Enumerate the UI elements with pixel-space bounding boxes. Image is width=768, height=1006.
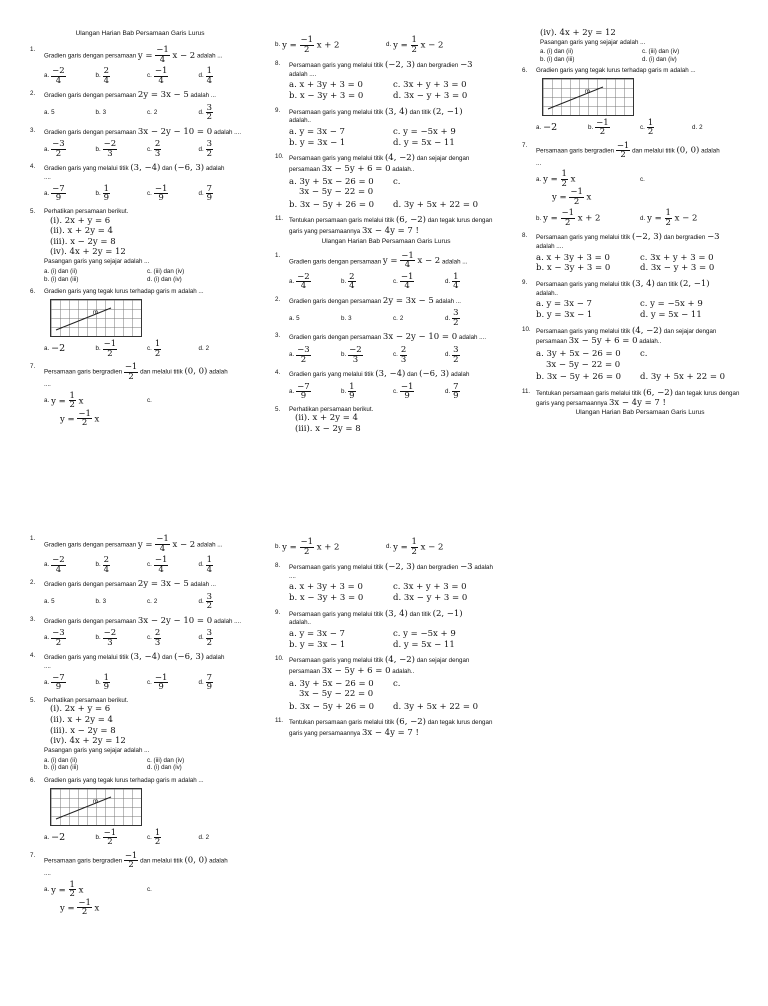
question-11: 11. Tentukan persamaan garis melalui titik (6, −2) dan tegak lurus dengan garis yang persamaannya 3x − 4y = 7 ! — [275, 215, 493, 236]
question-2: 2. Gradien garis dengan persamaan 2y = 3x − 5 adalah ... a. 5 b. 3 c. 2 d. $\frac{3}{2}$ — [30, 90, 216, 123]
question-2-copy: 2. Gradien garis dengan persamaan 2y = 3x − 5 adalah ... a. 5 b. 3 c. 2 d. $\frac{3}{2}$ — [275, 295, 461, 328]
column-bottom-left — [30, 535, 250, 922]
question-5-bottom: 5. Perhatikan persamaan berikut. (i). 2x + y = 6 (ii). x + 2y = 4 (iii). x − 2y = 8 (iv). 4x + 2y = 12 Pasangan garis yang sejajar adalah ... a. (i) dan (ii) c. (iii) dan (iv) b. (i) dan (iii) d. (i) dan (iv) — [30, 696, 185, 772]
question-1-copy: 1. Gradien garis dengan persamaan y = $\frac{-1}{4}$ x − 2 adalah ... a. $\frac{-2}{4}$ b. $\frac{2}{4}$ c. $\frac{-1}{4}$ d. $\frac{1}{4}$ — [275, 250, 468, 292]
question-9-right: 9. Persamaan garis yang melalui titik (3, 4) dan titik (2, −1) adalah.. a. y = 3x − 7 c. y = −5x + 9 b. y = 3x − 1 d. y = 5x − 11 — [522, 279, 710, 320]
question-10: 10. Persamaan garis yang melalui titik (4, −2) dan sejajar dengan persamaan 3x − 5y + 6 = 0 adalah.. a. 3y + 5x − 26 = 0 c. 3x − 5y − 22 = 0 b. 3x − 5y + 26 = 0 d. 3y + 5x + 22 = 0 — [275, 153, 479, 210]
column-top-left — [30, 30, 250, 433]
question-1: 1. Gradien garis dengan persamaan y = $\frac{-1}{4}$ x − 2 adalah ... a. $\frac{-2}{4}$ b. $\frac{2}{4}$ c. $\frac{-1}{4}$ d. $\frac{1}{4}$ — [30, 45, 223, 86]
question-3-bottom: 3. Gradien garis dengan persamaan 3x − 2y − 10 = 0 adalah .... a. $\frac{-3}{2}$ b. $\frac{-2}{3}$ c. $\frac{2}{3}$ d. $\frac{3}{2}$ — [30, 615, 242, 648]
question-8: 8. Persamaan garis yang melalui titik (−2, 3) dan bergradien −3 adalah .... a. x + 3y + 3 = 0 c. 3x + y + 3 = 0 b. x − 3y + 3 = 0 d. 3x − y + 3 = 0 — [275, 60, 473, 101]
question-11-bottom: 11. Tentukan persamaan garis melalui titik (6, −2) dan tegak lurus dengan garis yang persamaannya 3x − 4y = 7 ! — [275, 717, 493, 738]
question-3-copy: 3. Gradien garis dengan persamaan 3x − 2y − 10 = 0 adalah .... a. $\frac{-3}{2}$ b. $\frac{-2}{3}$ c. $\frac{2}{3}$ d. $\frac{3}{2}$ — [275, 332, 487, 365]
question-7-right: 7. Persamaan garis bergradien $\frac{-1}{2}$ dan melalui titik (0, 0) adalah ... a. y = $\frac{1}{2}$ x c. y = $\frac{-1}{2}$ x b. y = $\frac{-1}{2}$ x + 2 d. y = $\frac{1}{2}$ x − 2 — [522, 140, 720, 228]
question-1-bottom: 1. Gradien garis dengan persamaan y = $\frac{-1}{4}$ x − 2 adalah ... a. $\frac{-2}{4}$ b. $\frac{2}{4}$ c. $\frac{-1}{4}$ d. $\frac{1}{4}$ — [30, 534, 223, 575]
line-grid-figure: m — [50, 299, 142, 337]
question-9: 9. Persamaan garis yang melalui titik (3, 4) dan titik (2, −1) adalah.. a. y = 3x − 7 c. y = −5x + 9 b. y = 3x − 1 d. y = 5x − 11 — [275, 106, 463, 148]
question-10-bottom: 10. Persamaan garis yang melalui titik (4, −2) dan sejajar dengan persamaan 3x − 5y + 6 = 0 adalah.. a. 3y + 5x − 26 = 0 c. 3x − 5y − 22 = 0 b. 3x − 5y + 26 = 0 d. 3y + 5x + 22 = 0 — [275, 655, 479, 712]
question-7: 7. Persamaan garis bergradien $\frac{-1}{2}$ dan melalui titik (0, 0) adalah .... a. y = $\frac{1}{2}$ x c. y = $\frac{-1}{2}$ x — [30, 362, 228, 429]
question-7-bottom: 7. Persamaan garis bergradien $\frac{-1}{2}$ dan melalui titik (0, 0) adalah .... a. y = $\frac{1}{2}$ x c. y = $\frac{-1}{2}$ x — [30, 850, 228, 918]
question-3: 3. Gradien garis dengan persamaan 3x − 2y − 10 = 0 adalah .... a. $\frac{-3}{2}$ b. $\frac{-2}{3}$ c. $\frac{2}{3}$ d. $\frac{3}{2}$ — [30, 126, 242, 159]
page-title: Ulangan Harian Bab Persamaan Garis Lurus — [75, 30, 205, 37]
column-bottom-middle: b. y = $\frac{-1}{2}$ x + 2 d. y = $\frac{1}{2}$ x − 2 8. Persamaan garis yang melalui titik (−2, 3) dan bergradien −3 adalah .... a. x + 3y + 3 = 0 c. 3x + y + 3 = 0 b. x − 3y + 3 = 0 d. 3x − y + 3 = 0 9. Persamaan garis yang melalui titik (3, 4) dan titik (2, −1) adalah.. a. y = 3x − 7 c. y = −5x + 9 b. y = 3x − 1 d. y = 5x − 11 10. Persamaan garis yang melalui titik (4, −2) dan sejajar dengan persamaan 3x − 5y + 6 = 0 adalah.. a. 3y + 5x − 26 = 0 c. 3x − 5y − 22 = 0 b. 3x − 5y + 26 = 0 d. 3y + 5x + 22 = 0 11. Tentukan persamaan garis melalui titik (6, −2) dan tegak lurus dengan garis yang persamaannya 3x − 4y = 7 ! — [275, 535, 497, 744]
line-grid-figure: m — [50, 788, 142, 826]
question-4: 4. Gradien garis yang melalui titik (3, −4) dan (−6, 3) adalah .... a. $\frac{-7}{9}$ b. $\frac{1}{9}$ c. $\frac{-1}{9}$ d. $\frac{7}{9}$ — [30, 163, 225, 204]
question-6: 6. Gradien garis yang tegak lurus terhadap garis m adalah ... m a. −2 b. $\frac{-1}{2}$ c. $\frac{1}{2}$ d. 2 — [30, 288, 210, 359]
question-5-copy: 5. Perhatikan persamaan berikut. (ii). x + 2y = 4 (iii). x − 2y = 8 — [275, 405, 374, 434]
line-grid-figure: m — [542, 78, 634, 116]
column-top-middle: b. y = $\frac{-1}{2}$ x + 2 d. y = $\frac{1}{2}$ x − 2 8. Persamaan garis yang melalui titik (−2, 3) dan bergradien −3 adalah .... a. x + 3y + 3 = 0 c. 3x + y + 3 = 0 b. x − 3y + 3 = 0 d. 3x − y + 3 = 0 9. Persamaan garis yang melalui titik (3, 4) dan titik (2, −1) adalah.. a. y = 3x − 7 c. y = −5x + 9 b. y = 3x − 1 d. y = 5x − 11 10. Persamaan garis yang melalui titik (4, −2) dan sejajar dengan persamaan 3x − 5y + 6 = 0 adalah.. a. 3y + 5x − 26 = 0 c. 3x − 5y − 22 = 0 b. 3x − 5y + 26 = 0 d. 3y + 5x + 22 = 0 11. Tentukan persamaan garis melalui titik (6, −2) dan tegak lurus dengan garis yang persamaannya 3x − 4y = 7 ! Ulangan Harian Bab Persamaan Garis Lurus 1. Gradien garis dengan persamaan y = $\frac{-1}{4}$ x − 2 adalah ... a. $\frac{-2}{4}$ b. $\frac{2}{4}$ c. $\frac{-1}{4}$ d. $\frac{1}{4}$ 2. Gradien garis dengan persamaan 2y = 3x − 5 adalah ... a. 5 b. 3 c. 2 d. $\frac{3}{2}$ 3. Gradien garis dengan persamaan 3x − 2y − 10 = 0 adalah .... a. $\frac{-3}{2}$ b. $\frac{-2}{3}$ c. $\frac{2}{3}$ d. $\frac{3}{2}$ 4. Gradien garis yang melalui titik (3, −4) dan (−6, 3) adalah a. $\frac{-7}{9}$ b. $\frac{1}{9}$ c. $\frac{-1}{9}$ d. $\frac{7}{9}$ 5. Perhatikan persamaan berikut. (ii). x + 2y = 4 (iii). x − 2y = 8 — [275, 33, 497, 440]
question-11-right: 11. Tentukan persamaan garis melalui titik (6, −2) dan tegak lurus dengan garis yang persamaannya 3x − 4y = 7 ! Ulangan Harian Bab Persamaan Garis Lurus — [522, 387, 740, 416]
question-5: 5. Perhatikan persamaan berikut. (i). 2x + y = 6 (ii). x + 2y = 4 (iii). x − 2y = 8 (iv). 4x + 2y = 12 Pasangan garis yang sejajar adalah ... a. (i) dan (ii) c. (iii) dan (iv) b. (i) dan (iii) d. (i) dan (iv) — [30, 207, 185, 283]
question-10-right: 10. Persamaan garis yang melalui titik (4, −2) dan sejajar dengan persamaan 3x − 5y + 6 = 0 adalah.. a. 3y + 5x − 26 = 0 c. 3x − 5y − 22 = 0 b. 3x − 5y + 26 = 0 d. 3y + 5x + 22 = 0 — [522, 325, 726, 383]
question-2-bottom: 2. Gradien garis dengan persamaan 2y = 3x − 5 adalah ... a. 5 b. 3 c. 2 d. $\frac{3}{2}$ — [30, 579, 216, 612]
question-4-bottom: 4. Gradien garis yang melalui titik (3, −4) dan (−6, 3) adalah .... a. $\frac{-7}{9}$ b. $\frac{1}{9}$ c. $\frac{-1}{9}$ d. $\frac{7}{9}$ — [30, 652, 225, 693]
question-6-bottom: 6. Gradien garis yang tegak lurus terhadap garis m adalah ... m a. −2 b. $\frac{-1}{2}$ c. $\frac{1}{2}$ d. 2 — [30, 777, 210, 848]
question-8-right: 8. Persamaan garis yang melalui titik (−2, 3) dan bergradien −3 adalah .... a. x + 3y + 3 = 0 c. 3x + y + 3 = 0 b. x − 3y + 3 = 0 d. 3x − y + 3 = 0 — [522, 232, 720, 274]
question-8-bottom: 8. Persamaan garis yang melalui titik (−2, 3) dan bergradien −3 adalah .... a. x + 3y + 3 = 0 c. 3x + y + 3 = 0 b. x − 3y + 3 = 0 d. 3x − y + 3 = 0 — [275, 562, 493, 603]
question-4-copy: 4. Gradien garis yang melalui titik (3, −4) dan (−6, 3) adalah a. $\frac{-7}{9}$ b. $\frac{1}{9}$ c. $\frac{-1}{9}$ d. $\frac{7}{9}$ — [275, 369, 470, 402]
question-6-right: 6. Gradien garis yang tegak lurus terhadap garis m adalah ... m a. −2 b. $\frac{-1}{2}$ c. $\frac{1}{2}$ d. 2 — [522, 66, 703, 138]
column-top-right: (iv). 4x + 2y = 12 Pasangan garis yang sejajar adalah ... a. (i) dan (ii) c. (iii) dan (iv) b. (i) dan (iii) d. (i) dan (iv) 6. Gradien garis yang tegak lurus terhadap garis m adalah ... m a. −2 b. $\frac{-1}{2}$ c. $\frac{1}{2}$ d. 2 7. Persamaan garis bergradien $\frac{-1}{2}$ dan melalui titik (0, 0) adalah ... a. y = $\frac{1}{2}$ x c. y = $\frac{-1}{2}$ x b. y = $\frac{-1}{2}$ x + 2 d. y = $\frac{1}{2}$ x − 2 8. Persamaan garis yang melalui titik (−2, 3) dan bergradien −3 adalah .... a. x + 3y + 3 = 0 c. 3x + y + 3 = 0 b. x − 3y + 3 = 0 d. 3x − y + 3 = 0 9. Persamaan garis yang melalui titik (3, 4) dan titik (2, −1) adalah.. a. y = 3x − 7 c. y = −5x + 9 b. y = 3x − 1 d. y = 5x − 11 10. Persamaan garis yang melalui titik (4, −2) dan sejajar dengan persamaan 3x − 5y + 6 = 0 adalah.. a. 3y + 5x − 26 = 0 c. 3x − 5y − 22 = 0 b. 3x − 5y + 26 = 0 d. 3y + 5x + 22 = 0 11. Tentukan persamaan garis melalui titik (6, −2) dan tegak lurus dengan garis yang persamaannya 3x − 4y = 7 ! Ulangan Harian Bab Persamaan Garis Lurus — [522, 28, 744, 422]
question-9-bottom: 9. Persamaan garis yang melalui titik (3, 4) dan titik (2, −1) adalah.. a. y = 3x − 7 c. y = −5x + 9 b. y = 3x − 1 d. y = 5x − 11 — [275, 608, 463, 650]
